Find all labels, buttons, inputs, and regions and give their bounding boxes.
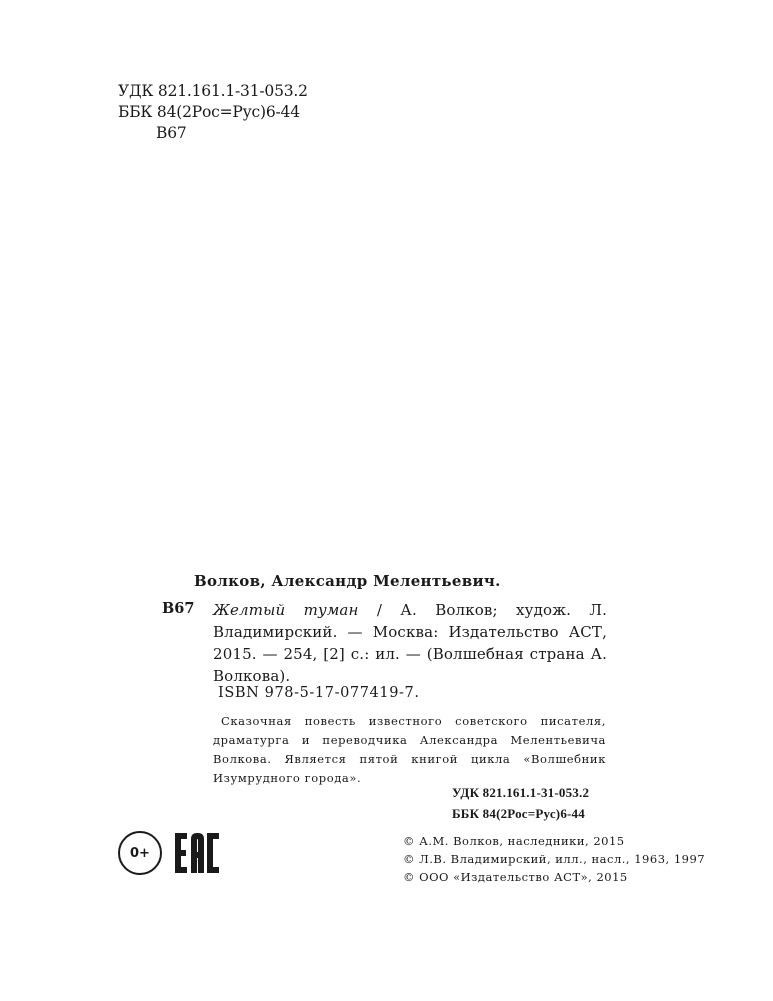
annotation: Сказочная повесть известного советского писателя, драматурга и переводчика Александра Мелентьевича Волкова. Является пятой книгой цикла «Волшебник Изумрудного города». — [213, 714, 606, 785]
copyright-line: © Л.В. Владимирский, илл., насл., 1963, 1997 — [403, 852, 706, 866]
bbk-code: ББК 84(2Рос=Рус)6-44 — [118, 103, 300, 121]
copyright-line: © А.М. Волков, наследники, 2015 — [403, 834, 625, 848]
udk-code: УДК 821.161.1-31-053.2 — [118, 82, 308, 100]
author-mark-entry: В67 — [162, 600, 195, 617]
age-rating-badge: 0+ — [118, 831, 162, 875]
eac-conformity-mark-icon — [174, 832, 220, 874]
copyright-block — [403, 832, 705, 886]
classification-codes-top — [118, 81, 308, 144]
udk-code-bottom: УДК 821.161.1-31-053.2 — [452, 785, 590, 800]
bibliographic-description — [213, 599, 607, 687]
copyright-line: © ООО «Издательство АСТ», 2015 — [403, 870, 628, 884]
book-title: Желтый туман — [213, 601, 359, 619]
bibliographic-details: / А. Волков; худож. Л. Владимирский. — Москва: Издательство АСТ, 2015. — 254, [2] с.: ил. — (Волшебная страна А. Волкова). — [213, 601, 607, 685]
classification-codes-bottom — [418, 782, 589, 824]
bbk-code-bottom: ББК 84(2Рос=Рус)6-44 — [452, 806, 585, 821]
isbn: ISBN 978-5-17-077419-7. — [218, 685, 420, 701]
author-name: Волков, Александр Мелентьевич. — [194, 572, 501, 590]
author-mark: В67 — [156, 124, 187, 142]
